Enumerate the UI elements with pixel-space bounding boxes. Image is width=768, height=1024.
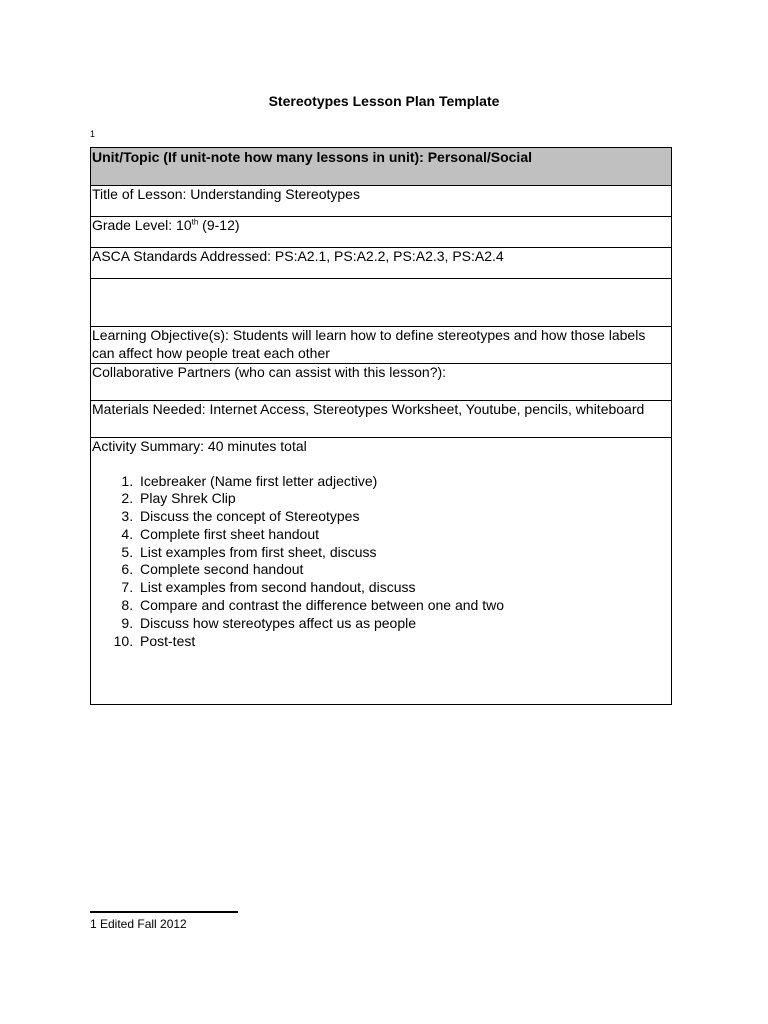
document-title: Stereotypes Lesson Plan Template — [268, 93, 500, 109]
grade-level-prefix: Grade Level: 10 — [92, 217, 192, 233]
activity-summary-heading: Activity Summary: 40 minutes total — [92, 438, 307, 454]
grade-level-suffix: (9-12) — [198, 217, 240, 233]
asca-standards-row — [91, 248, 672, 279]
list-item: 8. Compare and contrast the difference between one and two — [137, 597, 671, 615]
unit-topic-cell: Unit/Topic (If unit-note how many lessons in unit): Personal/Social — [91, 148, 672, 186]
list-item: 6. Complete second handout — [137, 561, 671, 579]
collaborative-partners-cell: Collaborative Partners (who can assist with this lesson?): — [91, 364, 672, 401]
collaborative-partners-row — [91, 364, 672, 401]
footnote-divider — [90, 911, 238, 913]
activity-summary-row — [91, 438, 672, 705]
lesson-title-row — [91, 186, 672, 217]
list-item: 10. Post-test — [137, 633, 671, 651]
list-item: 4. Complete first sheet handout — [137, 526, 671, 544]
unit-topic-row — [91, 148, 672, 186]
materials-needed-row — [91, 401, 672, 438]
blank-row — [91, 279, 672, 327]
list-item: 5. List examples from first sheet, discuss — [137, 544, 671, 562]
materials-needed-cell: Materials Needed: Internet Access, Stereotypes Worksheet, Youtube, pencils, whiteboard — [91, 401, 672, 438]
learning-objectives-row — [91, 327, 672, 364]
lesson-plan-table — [90, 147, 672, 705]
activity-list — [92, 473, 671, 651]
list-item: 1. Icebreaker (Name first letter adjective) — [137, 473, 671, 491]
grade-level-superscript: th — [191, 217, 199, 227]
learning-objectives-cell: Learning Objective(s): Students will learn how to define stereotypes and how those labels can affect how people treat each other — [91, 327, 672, 364]
activity-summary-cell — [91, 438, 672, 705]
list-item: 2. Play Shrek Clip — [137, 490, 671, 508]
blank-cell — [91, 279, 672, 327]
list-item: 3. Discuss the concept of Stereotypes — [137, 508, 671, 526]
footnote-text: 1 Edited Fall 2012 — [90, 917, 187, 931]
lesson-title-cell: Title of Lesson: Understanding Stereotypes — [91, 186, 672, 217]
list-item: 7. List examples from second handout, discuss — [137, 579, 671, 597]
list-item: 9. Discuss how stereotypes affect us as people — [137, 615, 671, 633]
grade-level-cell — [91, 217, 672, 248]
footnote-marker: 1 — [90, 129, 96, 139]
asca-standards-cell: ASCA Standards Addressed: PS:A2.1, PS:A2.2, PS:A2.3, PS:A2.4 — [91, 248, 672, 279]
grade-level-row — [91, 217, 672, 248]
